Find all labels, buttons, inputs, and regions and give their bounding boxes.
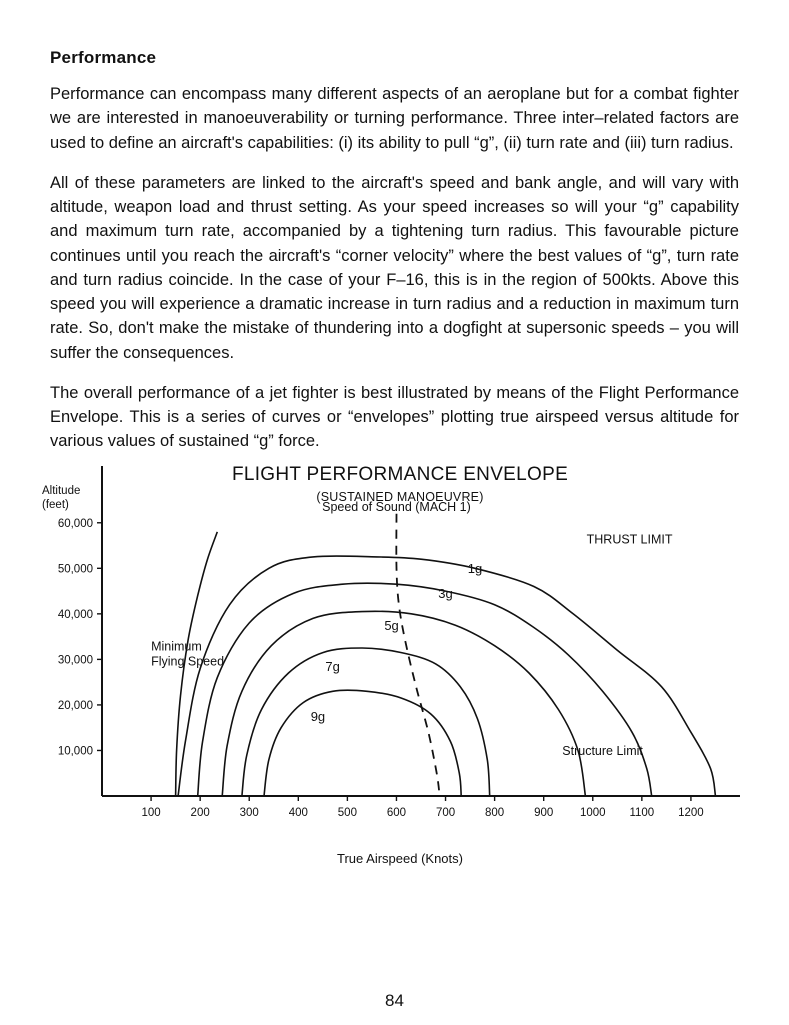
- envelope-curve-3g: [198, 583, 652, 796]
- x-tick-label: 1200: [678, 806, 704, 819]
- flight-performance-envelope-chart: [42, 463, 750, 866]
- minimum-flying-speed-label-line-2: Flying Speed: [151, 653, 225, 668]
- x-tick-label: 300: [239, 806, 259, 819]
- x-tick-label: 800: [485, 806, 505, 819]
- mach-line-label: Speed of Sound (MACH 1): [322, 499, 471, 514]
- x-axis-label: True Airspeed (Knots): [337, 850, 463, 866]
- y-axis-label-line-2: (feet): [42, 498, 69, 511]
- chart-subtitle: (SUSTAINED MANOEUVRE): [316, 489, 484, 504]
- y-tick-label: 50,000: [57, 562, 93, 575]
- x-tick-label: 400: [288, 806, 308, 819]
- page-title: Performance: [50, 48, 157, 67]
- y-tick-label: 30,000: [57, 653, 93, 666]
- x-tick-label: 500: [337, 806, 357, 819]
- y-tick-label: 40,000: [57, 608, 93, 621]
- axis-ticks: [58, 517, 704, 818]
- x-tick-label: 1100: [629, 806, 655, 819]
- mach-1-line: [396, 513, 439, 795]
- y-tick-label: 20,000: [57, 699, 93, 712]
- curve-label-1g: 1g: [467, 560, 483, 576]
- x-tick-label: 100: [141, 806, 161, 819]
- y-tick-label: 60,000: [57, 517, 93, 530]
- chart-title: FLIGHT PERFORMANCE ENVELOPE: [231, 463, 569, 485]
- y-tick-label: 10,000: [57, 744, 93, 757]
- envelope-curve-9g: [264, 690, 461, 796]
- minimum-flying-speed-label-line-1: Minimum: [151, 638, 202, 653]
- thrust-limit-label: THRUST LIMIT: [586, 531, 673, 546]
- envelope-curve-7g: [242, 648, 490, 796]
- curve-label-5g: 5g: [384, 617, 399, 633]
- x-tick-label: 200: [190, 806, 210, 819]
- body-paragraph-1: Performance can encompass many different aspects of an aeroplane but for a combat fighter we are interested in manoeuverability or turning performance. Three inter–related factors are used to define an aircraft's capabilities: (i) its ability to pull “g”, (ii) turn rate and (iii) turn radius.: [50, 85, 739, 152]
- body-paragraph-2: All of these parameters are linked to the aircraft's speed and bank angle, and will vary with altitude, weapon load and thrust setting. As your speed increases so will your “g” capability and maximum turn rate, accompanied by a tightening turn radius. This favourable picture continues until you reach the aircraft's “corner velocity” where the best values of “g”, turn rate and turn radius coincide. In the case of your F–16, this is in the region of 500kts. Above this speed you will experience a dramatic increase in turn radius and a reduction in maximum turn rate. So, don't make the mistake of thundering into a dogfight at supersonic speeds – you will suffer the consequences.: [50, 173, 739, 362]
- body-paragraph-3: The overall performance of a jet fighter is best illustrated by means of the Flight Performance Envelope. This is a series of curves or “envelopes” plotting true airspeed versus altitude for various values of sustained “g” force.: [50, 383, 739, 451]
- minimum-flying-speed-label: [151, 639, 224, 668]
- curve-label-9g: 9g: [310, 708, 326, 724]
- envelope-curve-5g: [222, 611, 585, 796]
- x-tick-label: 1000: [579, 806, 606, 819]
- page-number: 84: [385, 991, 404, 1010]
- y-axis-label-line-1: Altitude: [42, 484, 81, 497]
- x-tick-label: 700: [435, 806, 456, 819]
- chart-plot-area: [50, 464, 750, 864]
- curve-labels: [151, 500, 673, 758]
- curve-label-7g: 7g: [325, 658, 340, 674]
- x-tick-label: 900: [534, 806, 554, 819]
- structure-limit-label: Structure Limit: [562, 743, 643, 758]
- curve-label-3g: 3g: [438, 585, 453, 601]
- x-tick-label: 600: [386, 806, 407, 819]
